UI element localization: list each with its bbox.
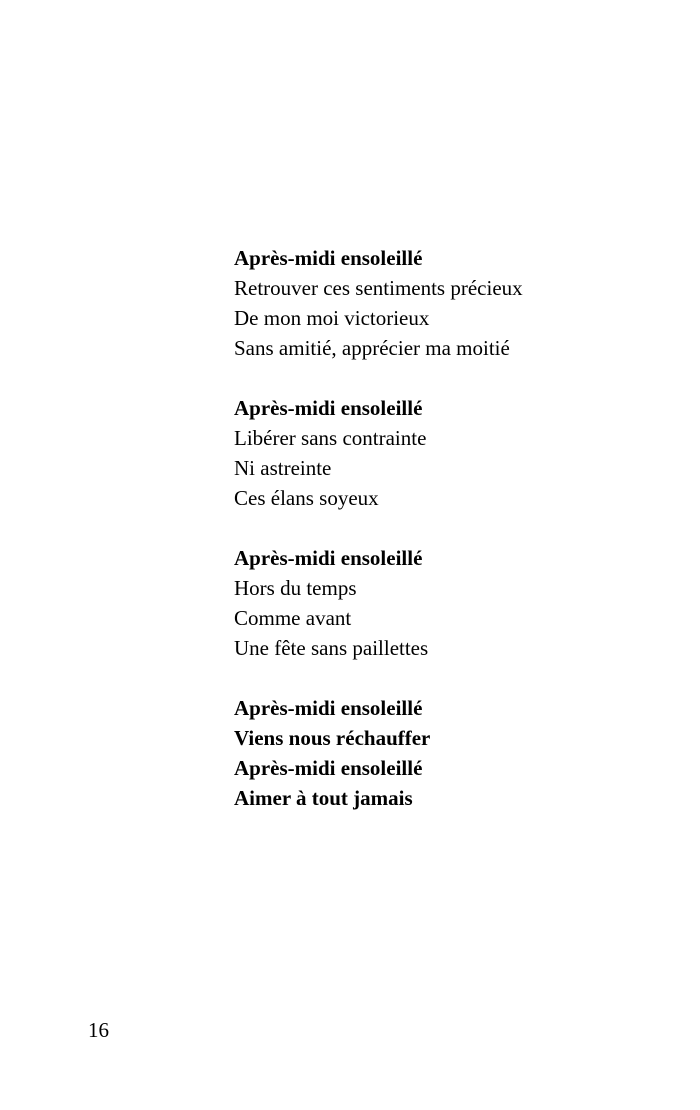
poem-line-bold: Aimer à tout jamais [234, 786, 413, 810]
stanza-3 [234, 543, 674, 663]
poem-line: Une fête sans paillettes [234, 636, 429, 660]
refrain-line: Après-midi ensoleillé [234, 396, 423, 420]
page-number: 16 [88, 1018, 109, 1042]
poem-line: De mon moi victorieux [234, 306, 430, 330]
stanza-2 [234, 393, 674, 513]
poem-line: Ces élans soyeux [234, 486, 379, 510]
poem-line-bold: Viens nous réchauffer [234, 726, 431, 750]
refrain-line: Après-midi ensoleillé [234, 546, 423, 570]
poem [234, 243, 674, 843]
poem-line: Libérer sans contrainte [234, 426, 427, 450]
poem-line: Retrouver ces sentiments précieux [234, 276, 523, 300]
refrain-line: Après-midi ensoleillé [234, 756, 423, 780]
stanza-4 [234, 693, 674, 813]
poem-line: Comme avant [234, 606, 352, 630]
refrain-line: Après-midi ensoleillé [234, 246, 423, 270]
poem-line: Ni astreinte [234, 456, 332, 480]
poem-line: Sans amitié, apprécier ma moitié [234, 336, 510, 360]
refrain-line: Après-midi ensoleillé [234, 696, 423, 720]
poem-line: Hors du temps [234, 576, 357, 600]
stanza-1 [234, 243, 674, 363]
